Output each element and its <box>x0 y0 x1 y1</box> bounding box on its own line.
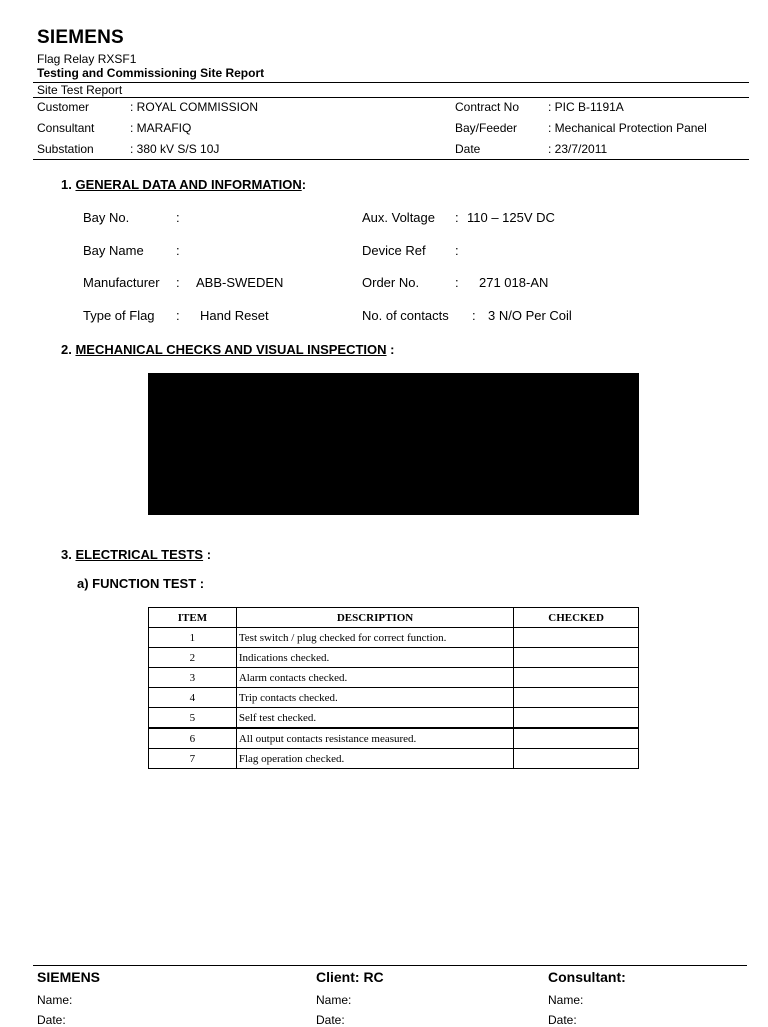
order-no-label: Order No. <box>362 275 420 290</box>
item-number: 3 <box>149 668 237 688</box>
section-3-title: ELECTRICAL TESTS <box>75 547 204 562</box>
document-subtitle: Flag Relay RXSF1 <box>37 52 137 66</box>
item-checked-cell[interactable] <box>514 648 639 668</box>
flag-type-sep: : <box>176 308 180 323</box>
item-description: Alarm contacts checked. <box>236 668 513 688</box>
contract-label: Contract No <box>455 100 520 114</box>
consultant-date-label: Date: <box>548 1013 577 1027</box>
contacts-value: 3 N/O Per Coil <box>488 308 572 323</box>
section-1-colon: : <box>301 177 307 192</box>
manufacturer-value: ABB-SWEDEN <box>196 275 284 290</box>
date-value: : 23/7/2011 <box>548 142 608 156</box>
info-top-divider <box>33 97 749 98</box>
item-description: Flag operation checked. <box>236 749 513 769</box>
bay-name-label: Bay Name <box>83 243 144 258</box>
item-number: 1 <box>149 628 237 648</box>
item-checked-cell[interactable] <box>514 688 639 708</box>
section-1-heading <box>61 177 306 192</box>
redacted-image-block <box>148 373 639 515</box>
item-checked-cell[interactable] <box>514 728 639 749</box>
aux-voltage-label: Aux. Voltage <box>362 210 435 225</box>
site-test-label: Site Test Report <box>37 83 123 97</box>
item-description: Trip contacts checked. <box>236 688 513 708</box>
section-2-title: MECHANICAL CHECKS AND VISUAL INSPECTION <box>75 342 387 357</box>
footer-divider <box>33 965 747 966</box>
contract-value: : PIC B-1191A <box>548 100 624 114</box>
table-row <box>149 749 639 769</box>
bay-no-sep: : <box>176 210 180 225</box>
client-name-label: Name: <box>316 993 352 1007</box>
table-row <box>149 668 639 688</box>
consultant-label: Consultant <box>37 121 95 135</box>
header-item: ITEM <box>149 608 237 628</box>
item-checked-cell[interactable] <box>514 628 639 648</box>
substation-label: Substation <box>37 142 94 156</box>
customer-value: : ROYAL COMMISSION <box>130 100 259 114</box>
header-divider <box>33 82 749 83</box>
document-title: Testing and Commissioning Site Report <box>37 66 265 80</box>
item-number: 4 <box>149 688 237 708</box>
siemens-date-label: Date: <box>37 1013 66 1027</box>
order-no-value: 271 018-AN <box>479 275 549 290</box>
section-1-number: 1. <box>61 177 72 192</box>
bay-name-sep: : <box>176 243 180 258</box>
section-1-title: GENERAL DATA AND INFORMATION <box>75 177 302 192</box>
header-checked: CHECKED <box>514 608 639 628</box>
device-ref-sep: : <box>455 243 459 258</box>
footer-client: Client: RC <box>316 969 384 985</box>
bay-feeder-label: Bay/Feeder <box>455 121 518 135</box>
item-number: 7 <box>149 749 237 769</box>
item-description: Indications checked. <box>236 648 513 668</box>
order-no-sep: : <box>455 275 459 290</box>
contacts-sep: : <box>472 308 476 323</box>
function-test-subheading: a) FUNCTION TEST : <box>77 576 205 591</box>
item-number: 6 <box>149 728 237 749</box>
customer-label: Customer <box>37 100 90 114</box>
aux-voltage-sep: : <box>455 210 459 225</box>
siemens-name-label: Name: <box>37 993 73 1007</box>
flag-type-value: Hand Reset <box>200 308 269 323</box>
section-3-heading <box>61 547 211 562</box>
company-brand: SIEMENS <box>37 27 124 48</box>
consultant-name-label: Name: <box>548 993 584 1007</box>
section-2-colon: : <box>386 342 395 357</box>
item-checked-cell[interactable] <box>514 668 639 688</box>
consultant-value: : MARAFIQ <box>130 121 192 135</box>
bay-no-label: Bay No. <box>83 210 130 225</box>
section-2-number: 2. <box>61 342 72 357</box>
flag-type-label: Type of Flag <box>83 308 155 323</box>
device-ref-label: Device Ref <box>362 243 426 258</box>
table-row <box>149 628 639 648</box>
manufacturer-label: Manufacturer <box>83 275 160 290</box>
section-3-colon: : <box>203 547 212 562</box>
item-number: 5 <box>149 708 237 729</box>
date-label: Date <box>455 142 481 156</box>
manufacturer-sep: : <box>176 275 180 290</box>
item-description: All output contacts resistance measured. <box>236 728 513 749</box>
item-description: Self test checked. <box>236 708 513 729</box>
item-checked-cell[interactable] <box>514 708 639 729</box>
client-date-label: Date: <box>316 1013 345 1027</box>
table-row <box>149 728 639 749</box>
contacts-label: No. of contacts <box>362 308 449 323</box>
section-3-number: 3. <box>61 547 72 562</box>
table-row <box>149 648 639 668</box>
substation-value: : 380 kV S/S 10J <box>130 142 220 156</box>
item-number: 2 <box>149 648 237 668</box>
info-bottom-divider <box>33 159 749 160</box>
footer-consultant: Consultant: <box>548 969 626 985</box>
bay-feeder-value: : Mechanical Protection Panel <box>548 121 707 135</box>
header-description: DESCRIPTION <box>236 608 513 628</box>
table-row <box>149 708 639 729</box>
footer-siemens: SIEMENS <box>37 969 101 985</box>
table-row <box>149 688 639 708</box>
item-description: Test switch / plug checked for correct function. <box>236 628 513 648</box>
section-2-heading <box>61 342 394 357</box>
aux-voltage-value: 110 – 125V DC <box>467 210 555 225</box>
function-test-table <box>148 607 639 769</box>
item-checked-cell[interactable] <box>514 749 639 769</box>
